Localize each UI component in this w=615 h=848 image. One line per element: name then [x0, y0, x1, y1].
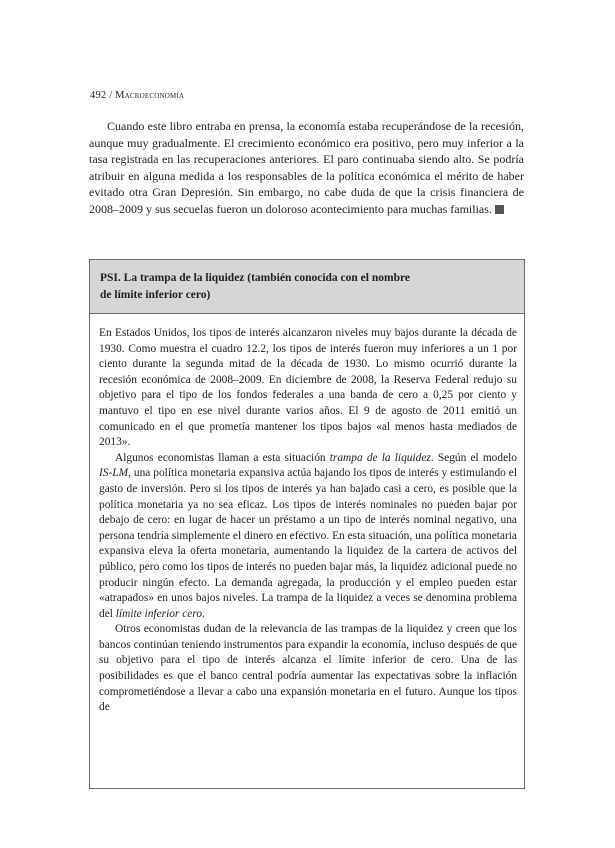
box-body [99, 326, 517, 716]
box-title-line-2: de límite inferior cero) [100, 289, 211, 301]
term-is-lm: IS-LM [99, 467, 129, 480]
intro-paragraph-text: Cuando este libro entraba en prensa, la economía estaba recuperándose de la recesión, aunque muy gradualmente. El crecimiento económico era positivo, pero muy inferior a la tasa registrada en las recuperaciones anteriores. El paro continuaba siendo alto. Se podría atribuir en alguna medida a los responsables de la política económica el mérito de haber evitado otra Gran Depresión. Sin embargo, no cabe duda de que la crisis financiera de 2008–2009 y sus secuelas fueron un doloroso acontecimiento para muchas familias. [89, 119, 524, 216]
page-number: 492 [90, 90, 107, 101]
box-paragraph-2 [99, 451, 517, 623]
box-paragraph-3: Otros economistas dudan de la relevancia de las trampas de la liquidez y creen que los bancos continúan teniendo instrumentos para expandir la economía, incluso después de que su objetivo para el tipo de interés alcanza el límite inferior de cero. Una de las posibilidades es que el banco central podría aumentar las expectativas sobre la inflación comprometiéndose a llevar a cabo una expansión monetaria en el futuro. Aunque los tipos de [99, 623, 517, 714]
box-paragraph-2-text-a: Algunos economistas llaman a esta situación [115, 451, 330, 464]
term-liquidity-trap: trampa de la liquidez [329, 451, 431, 464]
box-paragraph-2-text-c: , una política monetaria expansiva actúa bajando los tipos de interés y estimulando el gasto de inversión. Pero si los tipos de interés ya han bajado casi a cero, es posible que la política monetaria ya no sea eficaz. Los tipos de interés nominales no pueden bajar por debajo de cero: en lugar de hacer un préstamo a un tipo de interés nominal negativo, una persona tendría simplemente el dinero en efectivo. En esta situación, una política monetaria expansiva eleva la oferta monetaria, aumentando la liquidez de la cartera de activos del público, pero como los tipos de interés no pueden bajar más, la liquidez adicional puede no producir ningún efecto. La demanda agregada, la producción y el empleo pueden estar «atrapados» en unos bajos niveles. La trampa de la liquidez a veces se denomina problema del [99, 467, 517, 620]
box-title-line-1: PSI. La trampa de la liquidez (también conocida con el nombre [100, 272, 410, 284]
box-paragraph-2-text-d: . [202, 607, 205, 620]
term-zero-lower-bound: límite inferior cero [115, 607, 203, 620]
box-paragraph-1: En Estados Unidos, los tipos de interés alcanzaron niveles muy bajos durante la década de 1930. Como muestra el cuadro 12.2, los tipos de interés fueron muy inferiores a un 1 por ciento durante la segunda mitad de la década de 1930. Lo mismo ocurrió durante la recesión económica de 2008–2009. En diciembre de 2008, la Reserva Federal redujo su objetivo para el tipo de los fondos federales a una banda de cero a 0,25 por ciento y mantuvo el tipo en ese nivel durante varios años. El 9 de agosto de 2011 emitió un comunicado en el que prometía mantener los tipos bajos «al menos hasta mediados de 2013». [99, 327, 517, 449]
header-separator: / [109, 90, 113, 101]
end-of-section-square-icon [495, 205, 504, 214]
running-header [90, 90, 184, 101]
book-title: Macroeconomía [115, 90, 185, 101]
box-paragraph-2-text-b: . Según el modelo [430, 451, 517, 464]
sidebar-box [89, 259, 525, 789]
intro-paragraph [89, 118, 524, 218]
box-title [90, 260, 524, 314]
